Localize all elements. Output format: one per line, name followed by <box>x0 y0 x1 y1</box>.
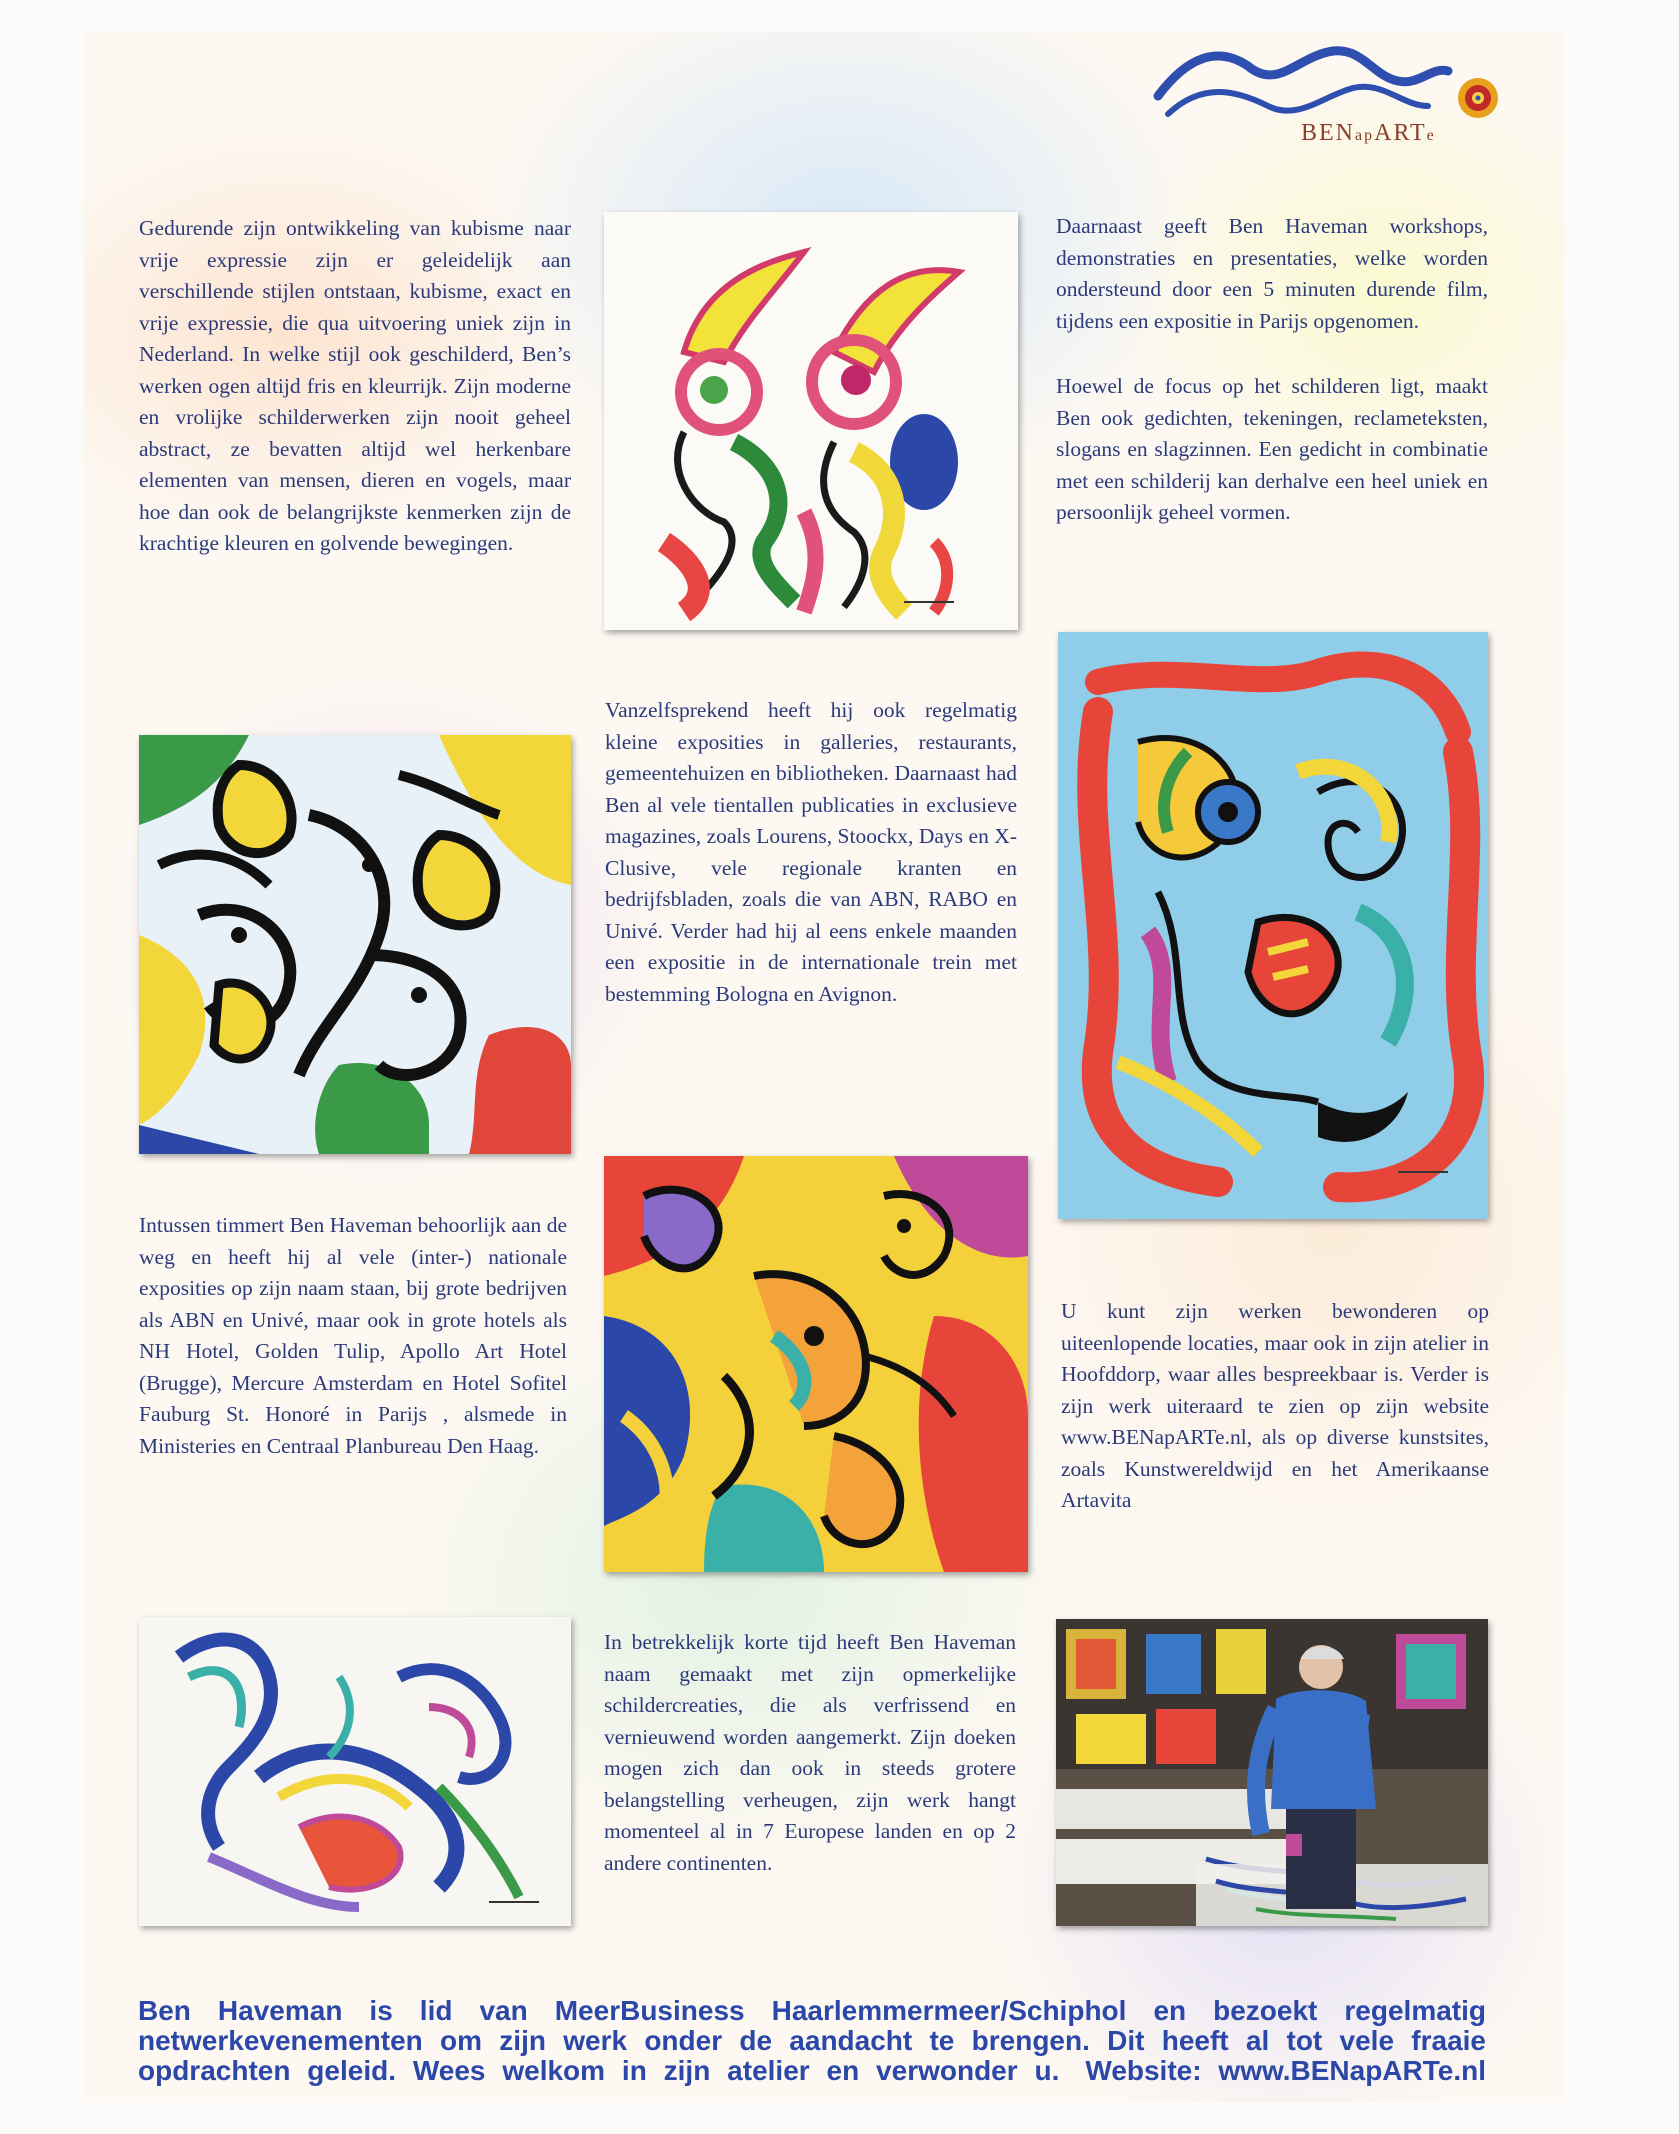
paragraph-poetry: Hoewel de focus op het schilderen ligt, maakt Ben ook gedichten, tekeningen, reclameteksten, slogans en slagzinnen. Een gedicht in combinatie met een schilderij kan derhalve een heel uniek en persoonlijk geheel vormen. <box>1056 374 1488 524</box>
footer-statement <box>138 1996 1486 2086</box>
painting-two-birds <box>604 212 1018 630</box>
footer-line-3 <box>138 2056 1486 2086</box>
photo-artist-in-atelier <box>1056 1619 1488 1926</box>
paragraph-workshops: Daarnaast geeft Ben Haveman workshops, demonstraties en presentaties, welke worden ondersteund door een 5 minuten durende film, tijdens een expositie in Parijs opgenomen. <box>1056 214 1488 333</box>
paragraph-exhibitions: Vanzelfsprekend heeft hij ook regelmatig kleine exposities in galleries, restaurants, gemeentehuizen en bibliotheken. Daarnaast had Ben al vele tientallen publicaties in exclusieve magazines, zoals Lourens, Stoockx, Days en X-Clusive, vele regionale kranten en bedrijfsbladen, zoals die van ABN, RABO en Univé. Verder had hij al eens enkele maanden een expositie in de internationale trein met bestemming Bologna en Avignon. <box>605 698 1017 1006</box>
painting-blue-swirl-bird <box>139 1617 571 1926</box>
painting-colorful-face <box>1058 632 1488 1219</box>
paragraph-intro: Gedurende zijn ontwikkeling van kubisme naar vrije expressie zijn er geleidelijk aan verschillende stijlen ontstaan, kubisme, exact en vrije expressie, die qua uitvoering uniek zijn in Nederland. In welke stijl ook geschilderd, Ben’s werken ogen altijd fris en kleurrijk. Zijn moderne en vrolijke schilderwerken zijn nooit geheel abstract, ze bevatten altijd wel herkenbare elementen van mensen, dieren en vogels, maar hoe dan ook de belangrijkste kenmerken zijn de krachtige kleuren en golvende bewegingen. <box>139 216 571 555</box>
painting-abstract-roosters <box>604 1156 1028 1572</box>
footer-website-label: Website: <box>1085 2055 1202 2086</box>
paragraph-reputation: In betrekkelijk korte tijd heeft Ben Haveman naam gemaakt met zijn opmerkelijke schildercreaties, die als verfrissend en vernieuwend worden aangemerkt. Zijn doeken mogen zich dan ook in steeds grotere belangstelling verheugen, zijn werk hangt momenteel al in 7 Europese landen en op 2 andere continenten. <box>604 1630 1016 1875</box>
footer-line-2: netwerkevenementen om zijn werk onder de aandacht te brengen. Dit heeft al tot vele fraaie <box>138 2025 1486 2056</box>
painting-black-outline-birds <box>139 735 571 1154</box>
paragraph-locations: U kunt zijn werken bewonderen op uiteenlopende locaties, maar ook in zijn atelier in Hoofddorp, waar alles bespreekbaar is. Verder is zijn werk uiteraard te zien op zijn website www.BENapARTe.nl, als op diverse kunstsites, zoals Kunstwereldwijd en het Amerikaanse Artavita <box>1061 1299 1489 1512</box>
logo-wordmark: BENapARTe <box>1301 120 1436 146</box>
footer-website-link[interactable]: www.BENapARTe.nl <box>1218 2055 1486 2086</box>
footer-line-1: Ben Haveman is lid van MeerBusiness Haarlemmermeer/Schiphol en bezoekt regelmatig <box>138 1995 1486 2026</box>
footer-line-3-text: opdrachten geleid. Wees welkom in zijn atelier en verwonder u. <box>138 2055 1060 2086</box>
paragraph-international: Intussen timmert Ben Haveman behoorlijk aan de weg en heeft hij al vele (inter-) nationale exposities op zijn naam staan, bij grote bedrijven als ABN en Univé, maar ook in grote hotels als NH Hotel, Golden Tulip, Apollo Art Hotel (Brugge), Mercure Amsterdam en Hotel Sofitel Fauburg St. Honoré in Parijs , alsmede in Ministeries en Centraal Planbureau Den Haag. <box>139 1213 567 1458</box>
